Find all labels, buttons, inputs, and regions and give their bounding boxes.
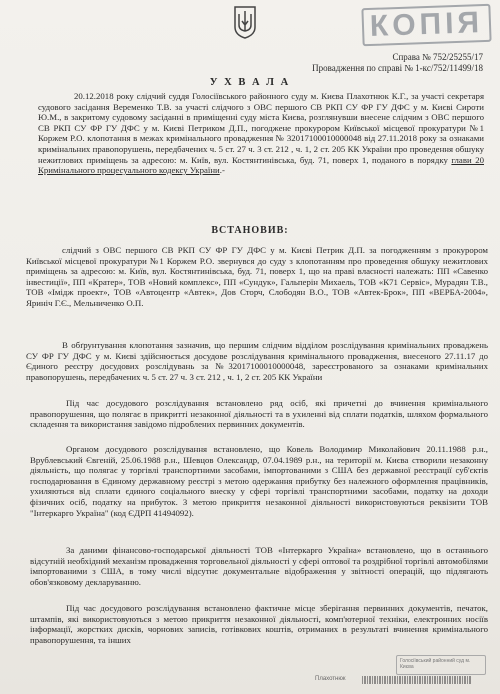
trident-emblem-icon [232,5,258,39]
paragraph-financial: За даними фінансово-господарської діяльності ТОВ «Інтеркарго Україна» встановлено, що в останнього відсутній необхідний механізм провадження торговельної діяльності у сфері оптової та роздрібної торгівлі автомобілями імпортованими з США, в тому числі відсутнє документальне відображення у звітності операцій, що підлягають обов'язковому декларуванню. [30,545,488,587]
proceeding-number: Провадження по справі № 1-кс/752/11499/18 [312,63,483,73]
paragraph-storage: Під час досудового розслідування встановлено фактичне місце зберігання первинних документів, печаток, штампів, які використовуються з метою прикриття незаконної діяльності, комп'ютерної техніки, електронних носіїв інформації, жорстких дисків, чорнових записів, готівкових коштів, отриманих в результаті вчинення кримінального правопорушення, та інших [30,603,488,645]
signature-label: Плахотнюк [315,676,346,682]
paragraph-investigator: слідчий з ОВС першого СВ РКП СУ ФР ГУ ДФС у м. Києві Петрик Д.П. за погодженням з прокурором Київської місцевої прокуратури №1 Коржем Р.О. звернувся до суду з клопотанням про проведення обшуку нежитлових приміщень за адресою: м. Київ, вул. Костянтинівська, буд. 71, поверх 1, що на праві власності належать: ПП «Савенко інвестиції», ПП «Кратер», ТОВ «Новий комплекс», ПП «Сундук», Гальперін Михаель, ТОВ «К71 Сервіс», Мурадян Т.В., ТОВ «Імідж проект», ТОВ «Автоцентр «Автек», Дов Сторч, Слободян В.О., ТОВ «Автек-Брок», ПП «ВЕРБА-2004», Яриніч Г.Є., Мельниченко О.П. [26,245,488,308]
case-number: Справа № 752/25255/17 [392,52,483,62]
document-title: У Х В А Л А [209,77,291,88]
copy-stamp: КОПІЯ [361,4,491,46]
intro-paragraph: 20.12.2018 року слідчий суддя Голосіївського районного суду м. Києва Плахотнюк К.Г., за участі секретаря судового засідання Веременко Т.В. за участі слідчого з ОВС першого СВ РКП СУ ФР ГУ ДФС у м. Києві Сироти Ю.М., в закритому судовому засіданні в приміщенні суду міста Києва, розглянувши внесене слідчим з ОВС першого СВ РКП СУ ФР ГУ ДФС у м. Києві Петриком Д.П., погоджене прокурором Київської місцевої прокуратури №1 Коржем Р.О. клопотання в межах кримінального провадження № 32017100010000048 від 27.11.2018 року за ознаками кримінальних правопорушень, передбачених ч. 5 ст. 27 ч. 3 ст. 212 , ч. 1, 2 ст. 205 КК України про проведення обшуку нежитлових приміщень за адресою: м. Київ, вул. Костянтинівська, буд. 71, поверх 1, поданого в порядку глави 20 Кримінального процесуального кодексу України.- [38,91,484,176]
court-stamp: Голосіївський районний суд м. Києва [396,655,486,675]
paragraph-persons: Під час досудового розслідування встановлено ряд осіб, які причетні до вчинення кримінального правопорушення, що полягає в прикритті незаконної діяльності та в ухиленні від сплати податків, шляхом формального складення та використання завідомо підроблених первинних документів. [30,398,488,430]
paragraph-established: Органом досудового розслідування встановлено, що Ковель Володимир Миколайович 20.11.1988 р.н., Врублевський Євгеній, 25.06.1988 р.н., Шевцов Олександр, 07.04.1989 р.н., на території м. Києва створили незаконну діяльність, що полягає у торгівлі транспортними засобами, імпортованими з США без державної реєстрації суб'єктів господарювання в Єдиному державному реєстрі з метою одержання прибутку без належного оформлення працівників, ухиляються від сплати єдиного соціального внеску у сфері торгівлі транспортними засобами, податку на доходи фізичних осіб, податку на прибуток. З метою прикриття незаконної діяльності використовуються реквізити ТОВ "Інтеркарго Україна" (код ЄДРП 41494092). [30,444,488,518]
section-heading: ВСТАНОВИВ: [211,225,289,236]
barcode [362,676,472,684]
case-info [312,52,483,74]
paragraph-grounds: В обґрунтування клопотання зазначив, що першим слідчим відділом розслідування кримінальних проваджень СУ ФР ГУ ДФС у м. Києві здійснюється досудове розслідування кримінального провадження, внесеного 27.11.17 до Єдиного реєстру досудових розслідувань за №32017100010000048, зареєстрованого за ознаками кримінальних правопорушень, передбачених ч. 5 ст. 27 ч. 3 ст. 212 , ч. 1, 2 ст. 205 КК України [26,340,488,382]
code-reference-link: глави 20 Кримінального процесуального кодексу України [38,154,484,176]
